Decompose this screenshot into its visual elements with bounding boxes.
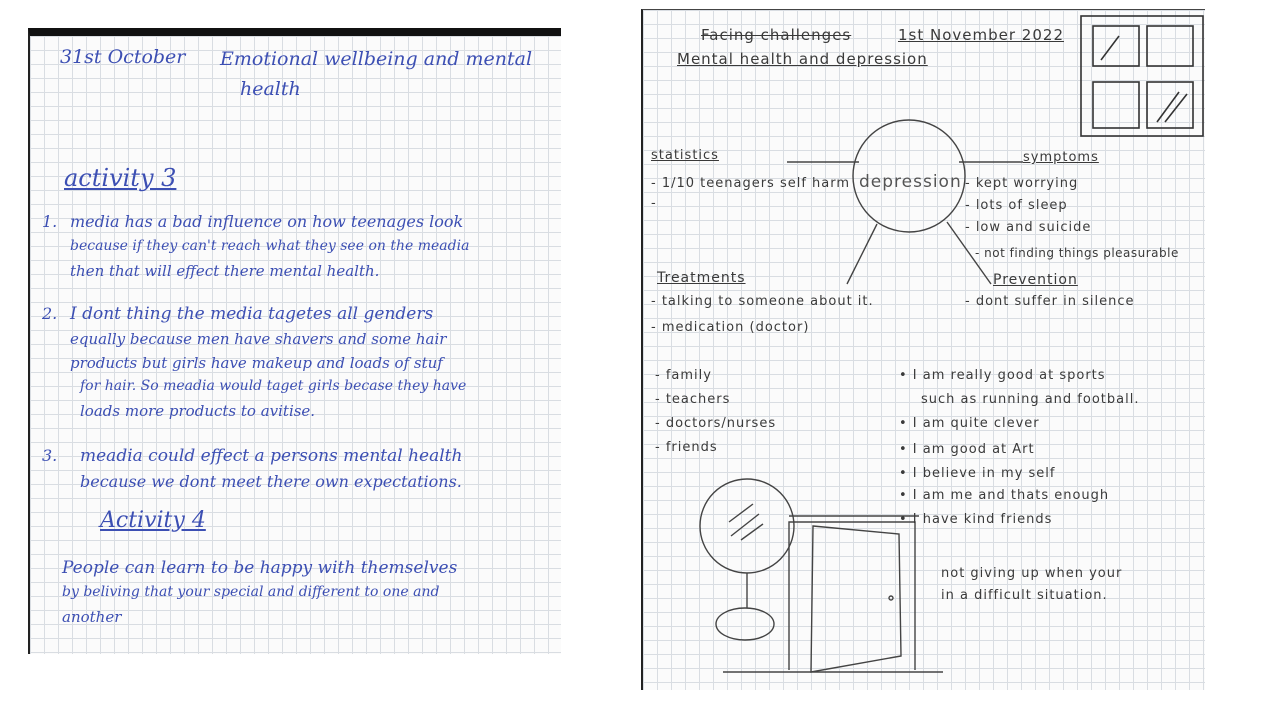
- item3-number: 3.: [42, 446, 58, 465]
- statistics-line: - 1/10 teenagers self harm: [651, 176, 851, 191]
- positive-6: • I have kind friends: [899, 512, 1053, 527]
- item2-line4: for hair. So meadia would taget girls becase they have: [80, 378, 467, 394]
- positive-2: • I am quite clever: [899, 416, 1040, 431]
- statistics-dash: -: [651, 196, 657, 211]
- item2-line2: equally because men have shavers and some hair: [70, 330, 447, 348]
- prevention-heading: Prevention: [993, 272, 1078, 288]
- mind-map-center: depression: [859, 172, 962, 192]
- activity4-line1: People can learn to be happy with themselves: [62, 558, 458, 578]
- mirror-sketch: [700, 479, 794, 640]
- positive-1: • I am really good at sports: [899, 368, 1106, 383]
- prevention-1: - dont suffer in silence: [965, 294, 1135, 309]
- symptom-1: - kept worrying: [965, 176, 1079, 191]
- activity4-line3: another: [62, 608, 122, 626]
- treatment-2: - medication (doctor): [651, 320, 810, 335]
- activity-3-heading: activity 3: [64, 164, 177, 192]
- item1-line1: media has a bad influence on how teenages look: [70, 212, 464, 231]
- right-subtitle: Mental health and depression: [677, 50, 928, 68]
- window-sketch: [1081, 16, 1203, 136]
- activity-4-heading: Activity 4: [100, 508, 206, 533]
- closing-line2: in a difficult situation.: [941, 588, 1108, 603]
- positive-1-cont: such as running and football.: [921, 392, 1140, 407]
- item2-line1: I dont thing the media tagetes all genders: [70, 304, 434, 324]
- positive-3: • I am good at Art: [899, 442, 1035, 457]
- closing-line1: not giving up when your: [941, 566, 1123, 581]
- pencil-sketches: [643, 10, 1207, 691]
- item3-line1: meadia could effect a persons mental health: [80, 446, 463, 466]
- item1-number: 1.: [42, 212, 58, 231]
- right-notebook-page: [641, 9, 1205, 690]
- crossed-out-title: Facing challenges: [701, 26, 852, 44]
- positive-4: • I believe in my self: [899, 466, 1056, 481]
- item3-line2: because we dont meet there own expectations.: [80, 472, 462, 491]
- symptom-2: - lots of sleep: [965, 198, 1068, 213]
- activity4-line2: by beliving that your special and different to one and: [62, 584, 440, 600]
- item1-line2: because if they can't reach what they see on the meadia: [70, 238, 470, 254]
- left-date: 31st October: [60, 46, 186, 68]
- positive-5: • I am me and thats enough: [899, 488, 1110, 503]
- item2-line5: loads more products to avitise.: [80, 402, 316, 420]
- treatments-heading: Treatments: [657, 270, 746, 286]
- treatment-1: - talking to someone about it.: [651, 294, 874, 309]
- left-title-line1: Emotional wellbeing and mental: [220, 48, 533, 70]
- left-notebook-page: [28, 28, 561, 654]
- left-title-line2: health: [240, 78, 301, 100]
- symptoms-heading: symptoms: [1023, 150, 1099, 165]
- item2-line3: products but girls have makeup and loads of stuf: [70, 354, 443, 372]
- symptom-3: - low and suicide: [965, 220, 1092, 235]
- right-date: 1st November 2022: [898, 26, 1064, 44]
- door-sketch: [723, 516, 943, 672]
- support-1: - family: [655, 368, 712, 383]
- support-2: - teachers: [655, 392, 731, 407]
- item2-number: 2.: [42, 304, 58, 323]
- support-3: - doctors/nurses: [655, 416, 777, 431]
- support-4: - friends: [655, 440, 718, 455]
- symptom-4: - not finding things pleasurable: [975, 246, 1179, 260]
- statistics-heading: statistics: [651, 148, 719, 163]
- item1-line3: then that will effect there mental health.: [70, 262, 380, 280]
